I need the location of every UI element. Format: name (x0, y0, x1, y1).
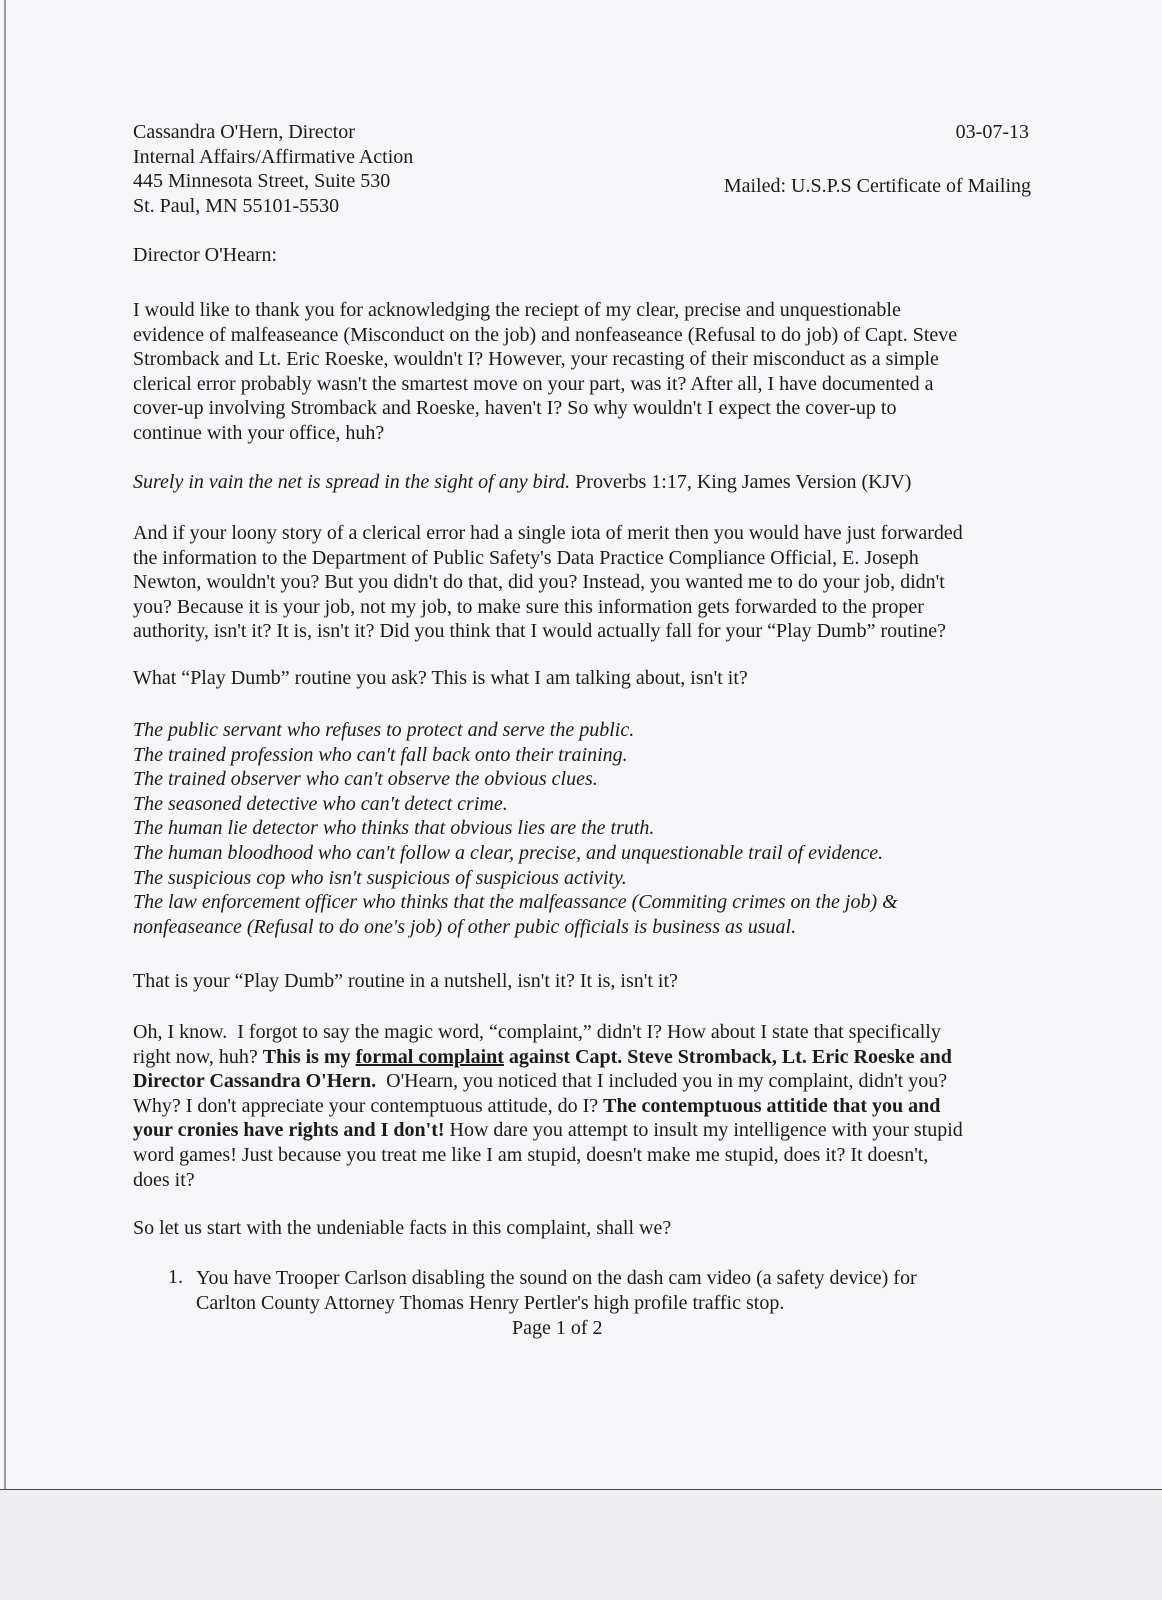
text-run: right now, huh? (133, 1045, 263, 1068)
text-run: authority, isn't it? It is, isn't it? Did you think that I would actually fall for your “Play Dumb” routine? (133, 620, 946, 643)
emphasis-text: nonfeaseance (Refusal to do one's job) of other pubic officials is business as usual. (133, 915, 797, 938)
text-line (133, 1143, 963, 1168)
emphasis-text: The trained profession who can't fall back onto their training. (133, 743, 628, 766)
emphasis-text: This is my (262, 1045, 356, 1068)
text-line (133, 816, 898, 841)
text-run: O'Hearn, you noticed that I included you in my complaint, didn't you? (376, 1070, 948, 1093)
paragraph (133, 969, 678, 994)
text-line (133, 792, 898, 817)
text-line (133, 396, 957, 421)
text-line (133, 915, 898, 940)
scan-edge (4, 0, 6, 1490)
text-run: does it? (133, 1168, 195, 1191)
text-line (133, 1020, 963, 1045)
text-run: the information to the Department of Public Safety's Data Practice Compliance Official, E. Joseph (133, 546, 919, 569)
emphasis-text: The seasoned detective who can't detect crime. (133, 792, 508, 815)
text-run: What “Play Dumb” routine you ask? This is what I am talking about, isn't it? (133, 667, 748, 689)
text-run: Oh, I know. I forgot to say the magic word, “complaint,” didn't I? How about I state that specifically (133, 1021, 941, 1043)
text-run: Proverbs 1:17, King James Version (KJV) (570, 471, 912, 493)
text-line (133, 521, 963, 546)
paragraph (133, 666, 748, 691)
list-item-line: Carlton County Attorney Thomas Henry Pertler's high profile traffic stop. (196, 1291, 785, 1314)
address-line: Internal Affairs/Affirmative Action (133, 145, 414, 168)
text-line (133, 969, 678, 994)
paragraph (133, 521, 963, 644)
scanner-background (0, 1490, 1162, 1600)
salutation: Director O'Hearn: (133, 244, 278, 266)
text-line (133, 890, 898, 915)
emphasis-text: The suspicious cop who isn't suspicious of suspicious activity. (133, 866, 627, 889)
address-line: St. Paul, MN 55101-5530 (133, 194, 340, 217)
text-line (133, 1118, 963, 1143)
text-run: cover-up involving Stromback and Roeske, haven't I? So why wouldn't I expect the cover-up to (133, 397, 897, 420)
text-line (133, 1168, 963, 1193)
emphasis-text: The contemptuous attitide that you and (603, 1094, 941, 1117)
text-run: word games! Just because you treat me like I am stupid, doesn't make me stupid, does it? It doesn't, (133, 1143, 929, 1166)
address-line: 445 Minnesota Street, Suite 530 (133, 170, 391, 193)
page-number: Page 1 of 2 (512, 1317, 603, 1339)
text-run: Stromback and Lt. Eric Roeske, wouldn't I? However, your recasting of their misconduct as a simple (133, 348, 939, 371)
text-line (133, 595, 963, 620)
text-run: Newton, wouldn't you? But you didn't do that, did you? Instead, you wanted me to do your job, didn't (133, 571, 945, 594)
text-line (133, 1216, 671, 1241)
quotation (133, 470, 911, 495)
text-line (133, 767, 898, 792)
text-line (133, 1094, 963, 1119)
emphasis-text: The trained observer who can't observe the obvious clues. (133, 768, 598, 791)
list-item (196, 1266, 917, 1315)
mailing-note: Mailed: U.S.P.S Certificate of Mailing (723, 175, 1031, 197)
text-run: How dare you attempt to insult my intelligence with your stupid (444, 1119, 963, 1142)
text-line (133, 546, 963, 571)
emphasis-text: The law enforcement officer who thinks that the malfeassance (Commiting crimes on the job) & (133, 891, 898, 914)
text-line (133, 372, 957, 397)
list-number: 1. (168, 1266, 183, 1288)
emphasis-text: formal complaint (355, 1045, 504, 1068)
list-item-line: You have Trooper Carlson disabling the sound on the dash cam video (a safety device) for (196, 1267, 917, 1289)
emphasis-text: The human lie detector who thinks that obvious lies are the truth. (133, 817, 655, 840)
emphasis-text: Surely in vain the net is spread in the sight of any bird. (133, 471, 571, 493)
text-line (133, 1045, 963, 1070)
text-line (133, 743, 898, 768)
text-line (133, 619, 963, 644)
paragraph (133, 298, 957, 446)
text-line (133, 298, 957, 323)
complaint-paragraph (133, 1020, 963, 1192)
text-run: That is your “Play Dumb” routine in a nutshell, isn't it? It is, isn't it? (133, 970, 678, 992)
text-line (133, 323, 957, 348)
italic-list (133, 718, 898, 939)
paragraph (133, 1216, 671, 1241)
text-line (133, 666, 748, 691)
text-line (133, 470, 911, 495)
text-run: you? Because it is your job, not my job, to make sure this information gets forwarded to the proper (133, 595, 924, 618)
text-line (133, 1069, 963, 1094)
text-run: continue with your office, huh? (133, 421, 385, 444)
emphasis-text: The human bloodhood who can't follow a clear, precise, and unquestionable trail of evidence. (133, 841, 884, 864)
emphasis-text: against Capt. Steve Stromback, Lt. Eric Roeske and (503, 1045, 952, 1068)
text-line (133, 718, 898, 743)
text-run: And if your loony story of a clerical error had a single iota of merit then you would have just forwarded (133, 522, 963, 544)
letter-date: 03-07-13 (955, 121, 1029, 143)
text-run: evidence of malfeaseance (Misconduct on the job) and nonfeaseance (Refusal to do job) of Capt. Steve (133, 323, 958, 346)
text-line (133, 347, 957, 372)
address-line: Cassandra O'Hern, Director (133, 121, 355, 143)
text-line (133, 866, 898, 891)
text-line (133, 421, 957, 446)
emphasis-text: your cronies have rights and I don't! (133, 1119, 445, 1142)
text-run: So let us start with the undeniable facts in this complaint, shall we? (133, 1217, 672, 1239)
emphasis-text: Director Cassandra O'Hern. (133, 1070, 377, 1093)
emphasis-text: The public servant who refuses to protect and serve the public. (133, 719, 635, 741)
text-line (133, 841, 898, 866)
text-run: Why? I don't appreciate your contemptuous attitude, do I? (133, 1094, 604, 1117)
recipient-address (133, 120, 413, 218)
text-line (133, 570, 963, 595)
text-run: I would like to thank you for acknowledging the reciept of my clear, precise and unquestionable (133, 299, 901, 321)
text-run: clerical error probably wasn't the smartest move on your part, was it? After all, I have documented a (133, 372, 934, 395)
